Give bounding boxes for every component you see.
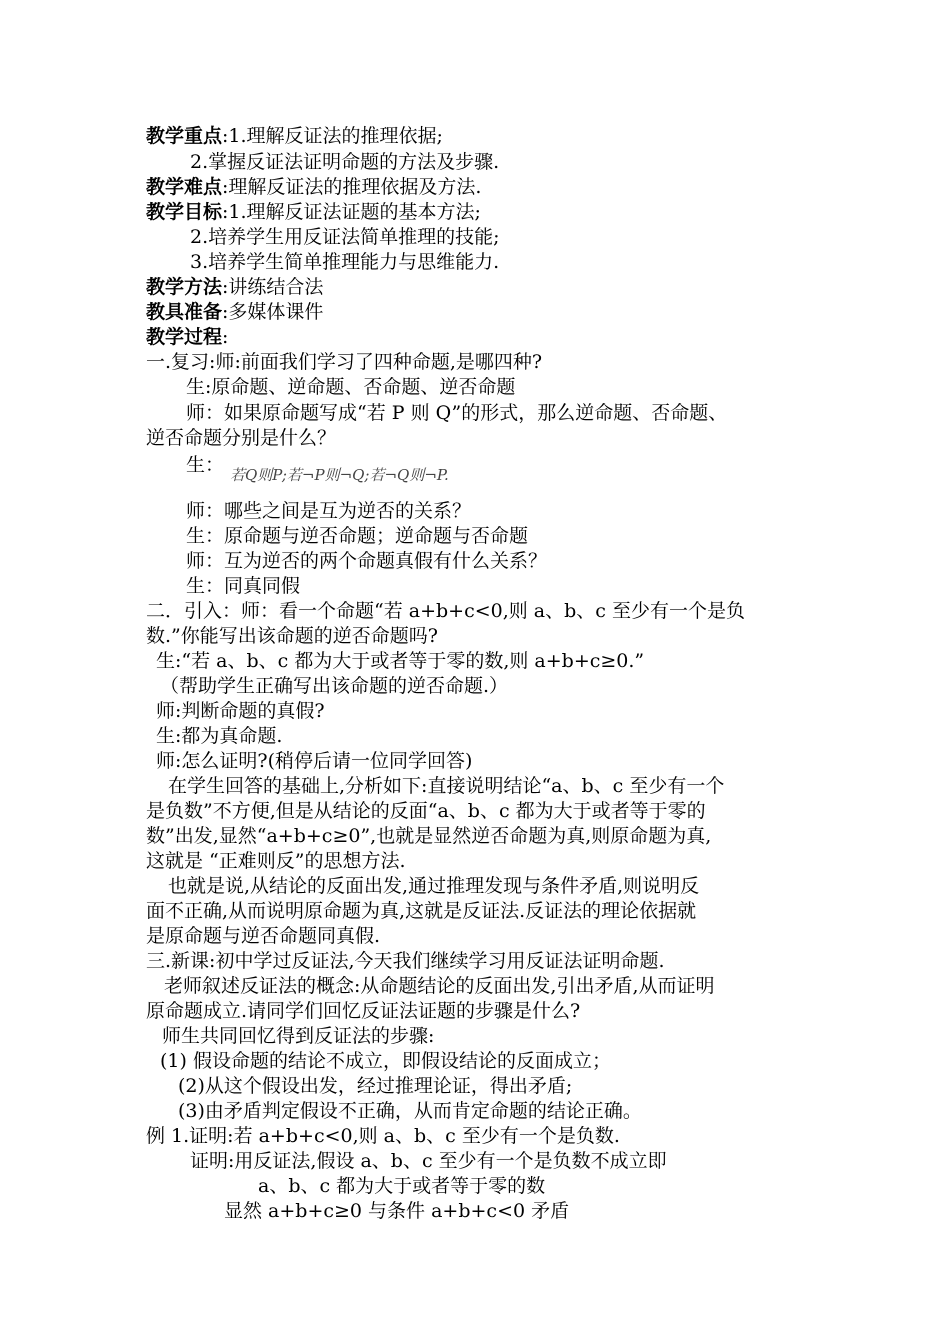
tools-line	[146, 299, 323, 325]
student-label: 生：	[186, 454, 225, 476]
objectives-line	[146, 199, 481, 225]
difficulty-line	[146, 174, 481, 200]
key-points-line-2: 2.掌握反证法证明命题的方法及步骤.	[190, 151, 500, 173]
process-text: :	[222, 326, 229, 348]
concept-line-1: 老师叙述反证法的概念:从命题结论的反面出发,引出矛盾,从而证明	[164, 975, 715, 997]
analysis-line-2: 是负数”不方便,但是从结论的反面“a、b、c 都为大于或者等于零的	[146, 800, 706, 822]
analysis-line-1: 在学生回答的基础上,分析如下:直接说明结论“a、b、c 至少有一个	[168, 775, 725, 797]
objectives-line-3: 3.培养学生简单推理能力与思维能力.	[190, 251, 500, 273]
intro-line: 二．引入：师：看一个命题“若 a+b+c<0,则 a、b、c 至少有一个是负	[146, 600, 745, 622]
method-line	[146, 274, 323, 300]
student-true: 生:都为真命题.	[156, 725, 283, 747]
step-3: (3)由矛盾判定假设不正确，从而肯定命题的结论正确。	[178, 1100, 642, 1122]
review-line: 一.复习:师:前面我们学习了四种命题,是哪四种?	[146, 351, 543, 373]
analysis-line-3: 数”出发,显然“a+b+c≥0”,也就是显然逆否命题为真,则原命题为真,	[146, 825, 712, 847]
teacher-question-4: 师：互为逆否的两个命题真假有什么关系？	[186, 550, 548, 572]
process-line	[146, 324, 228, 350]
analysis-line-4: 这就是 “正难则反”的思想方法.	[146, 850, 406, 872]
teacher-question-3: 师：哪些之间是互为逆否的关系？	[186, 500, 472, 522]
student-contrapositive: 生:“若 a、b、c 都为大于或者等于零的数,则 a+b+c≥0.”	[156, 650, 645, 672]
student-answer-4: 生：同真同假	[186, 575, 301, 597]
example-1: 例 1.证明:若 a+b+c<0,则 a、b、c 至少有一个是负数.	[146, 1125, 620, 1147]
formula-answer: 若Q则P;若¬P则¬Q;若¬Q则¬P.	[230, 466, 449, 484]
step-2: (2)从这个假设出发，经过推理论证，得出矛盾;	[178, 1075, 573, 1097]
concept-line-2: 原命题成立.请同学们回忆反证法证题的步骤是什么?	[146, 1000, 581, 1022]
key-points-text: :1.理解反证法的推理依据;	[222, 125, 443, 147]
step-1: (1) 假设命题的结论不成立，即假设结论的反面成立；	[160, 1050, 611, 1072]
help-note: （帮助学生正确写出该命题的逆否命题.）	[160, 675, 509, 697]
objectives-text: :1.理解反证法证题的基本方法;	[222, 201, 481, 223]
proof-line-3: 显然 a+b+c≥0 与条件 a+b+c<0 矛盾	[224, 1200, 570, 1222]
teacher-judge: 师:判断命题的真假?	[156, 700, 325, 722]
student-answer-3: 生：原命题与逆否命题；逆命题与否命题	[186, 525, 529, 547]
new-lesson-line: 三.新课:初中学过反证法,今天我们继续学习用反证法证明命题.	[146, 950, 665, 972]
steps-intro: 师生共同回忆得到反证法的步骤:	[162, 1025, 435, 1047]
explain-line-2: 面不正确,从而说明原命题为真,这就是反证法.反证法的理论依据就	[146, 900, 697, 922]
key-points-label: 教学重点	[146, 125, 223, 147]
process-label: 教学过程	[146, 326, 223, 348]
explain-line-1: 也就是说,从结论的反面出发,通过推理发现与条件矛盾,则说明反	[168, 875, 700, 897]
teacher-question-2: 师：如果原命题写成“若 P 则 Q”的形式，那么逆命题、否命题、	[186, 402, 728, 424]
tools-label: 教具准备	[146, 301, 223, 323]
difficulty-label: 教学难点	[146, 176, 223, 198]
teacher-how: 师:怎么证明?(稍停后请一位同学回答)	[156, 750, 473, 772]
intro-line-cont: 数.”你能写出该命题的逆否命题吗?	[146, 625, 438, 647]
student-answer-1: 生:原命题、逆命题、否命题、逆否命题	[186, 376, 516, 398]
objectives-line-2: 2.培养学生用反证法简单推理的技能;	[190, 226, 500, 248]
proof-line-1: 证明:用反证法,假设 a、b、c 至少有一个是负数不成立即	[190, 1150, 667, 1172]
method-text: :讲练结合法	[222, 276, 324, 298]
objectives-label: 教学目标	[146, 201, 223, 223]
tools-text: :多媒体课件	[222, 301, 324, 323]
teacher-question-2-cont: 逆否命题分别是什么？	[146, 427, 337, 449]
difficulty-text: :理解反证法的推理依据及方法.	[222, 176, 482, 198]
explain-line-3: 是原命题与逆否命题同真假.	[146, 925, 381, 947]
method-label: 教学方法	[146, 276, 223, 298]
proof-line-2: a、b、c 都为大于或者等于零的数	[258, 1175, 546, 1197]
key-points-line	[146, 123, 443, 149]
